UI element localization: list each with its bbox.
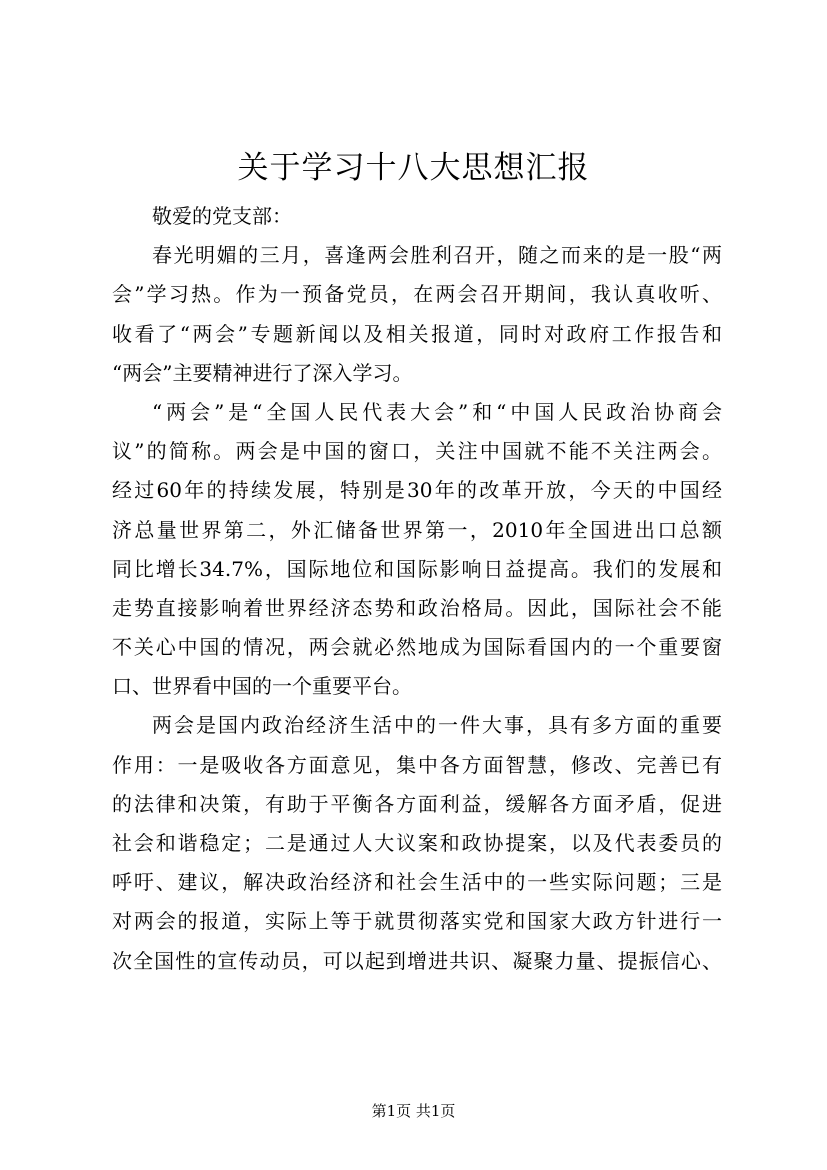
paragraph-2-line-6: 走势直接影响着世界经济态势和政治格局。因此，国际社会不能 bbox=[112, 595, 722, 620]
salutation-line: 敬爱的党支部： bbox=[152, 204, 292, 228]
document-body bbox=[112, 197, 722, 981]
paragraph-1-line-4: “两会”主要精神进行了深入学习。 bbox=[112, 360, 413, 385]
paragraph-3-line-1: 两会是国内政治经济生活中的一件大事，具有多方面的重要 bbox=[152, 713, 722, 738]
document-title: 关于学习十八大思想汇报 bbox=[237, 150, 590, 186]
paragraph-3-line-6: 对两会的报道，实际上等于就贯彻落实党和国家大政方针进行一 bbox=[112, 909, 722, 934]
paragraph-2-line-4: 济总量世界第二，外汇储备世界第一，2010年全国进出口总额 bbox=[112, 517, 722, 542]
paragraph-3-line-4: 社会和谐稳定；二是通过人大议案和政协提案，以及代表委员的 bbox=[112, 831, 722, 855]
paragraph-3-line-2: 作用：一是吸收各方面意见，集中各方面智慧，修改、完善已有 bbox=[112, 752, 722, 777]
paragraph-3-line-5: 呼吁、建议，解决政治经济和社会生活中的一些实际问题；三是 bbox=[112, 870, 722, 895]
paragraph-3-line-3: 的法律和决策，有助于平衡各方面利益，缓解各方面矛盾，促进 bbox=[112, 791, 722, 816]
paragraph-2-line-5: 同比增长34.7%，国际地位和国际影响日益提高。我们的发展和 bbox=[112, 556, 722, 581]
paragraph-1-line-3: 收看了“两会”专题新闻以及相关报道，同时对政府工作报告和 bbox=[112, 321, 722, 346]
paragraph-3-line-7: 次全国性的宣传动员，可以起到增进共识、凝聚力量、提振信心、 bbox=[112, 948, 722, 973]
paragraph-2-line-8: 口、世界看中国的一个重要平台。 bbox=[112, 674, 412, 699]
page-number: 第1页 共1页 bbox=[371, 1102, 456, 1120]
paragraph-2-line-2: 议”的简称。两会是中国的窗口，关注中国就不能不关注两会。 bbox=[112, 439, 722, 464]
paragraph-1-line-2: 会”学习热。作为一预备党员，在两会召开期间，我认真收听、 bbox=[112, 282, 722, 307]
paragraph-1-line-1: 春光明媚的三月，喜逢两会胜利召开，随之而来的是一股“两 bbox=[152, 243, 722, 268]
paragraph-2-line-3: 经过60年的持续发展，特别是30年的改革开放，今天的中国经 bbox=[112, 478, 722, 503]
paragraph-2-line-1: “两会”是“全国人民代表大会”和“中国人民政治协商会 bbox=[152, 399, 722, 424]
paragraph-2-line-7: 不关心中国的情况，两会就必然地成为国际看国内的一个重要窗 bbox=[112, 635, 722, 660]
